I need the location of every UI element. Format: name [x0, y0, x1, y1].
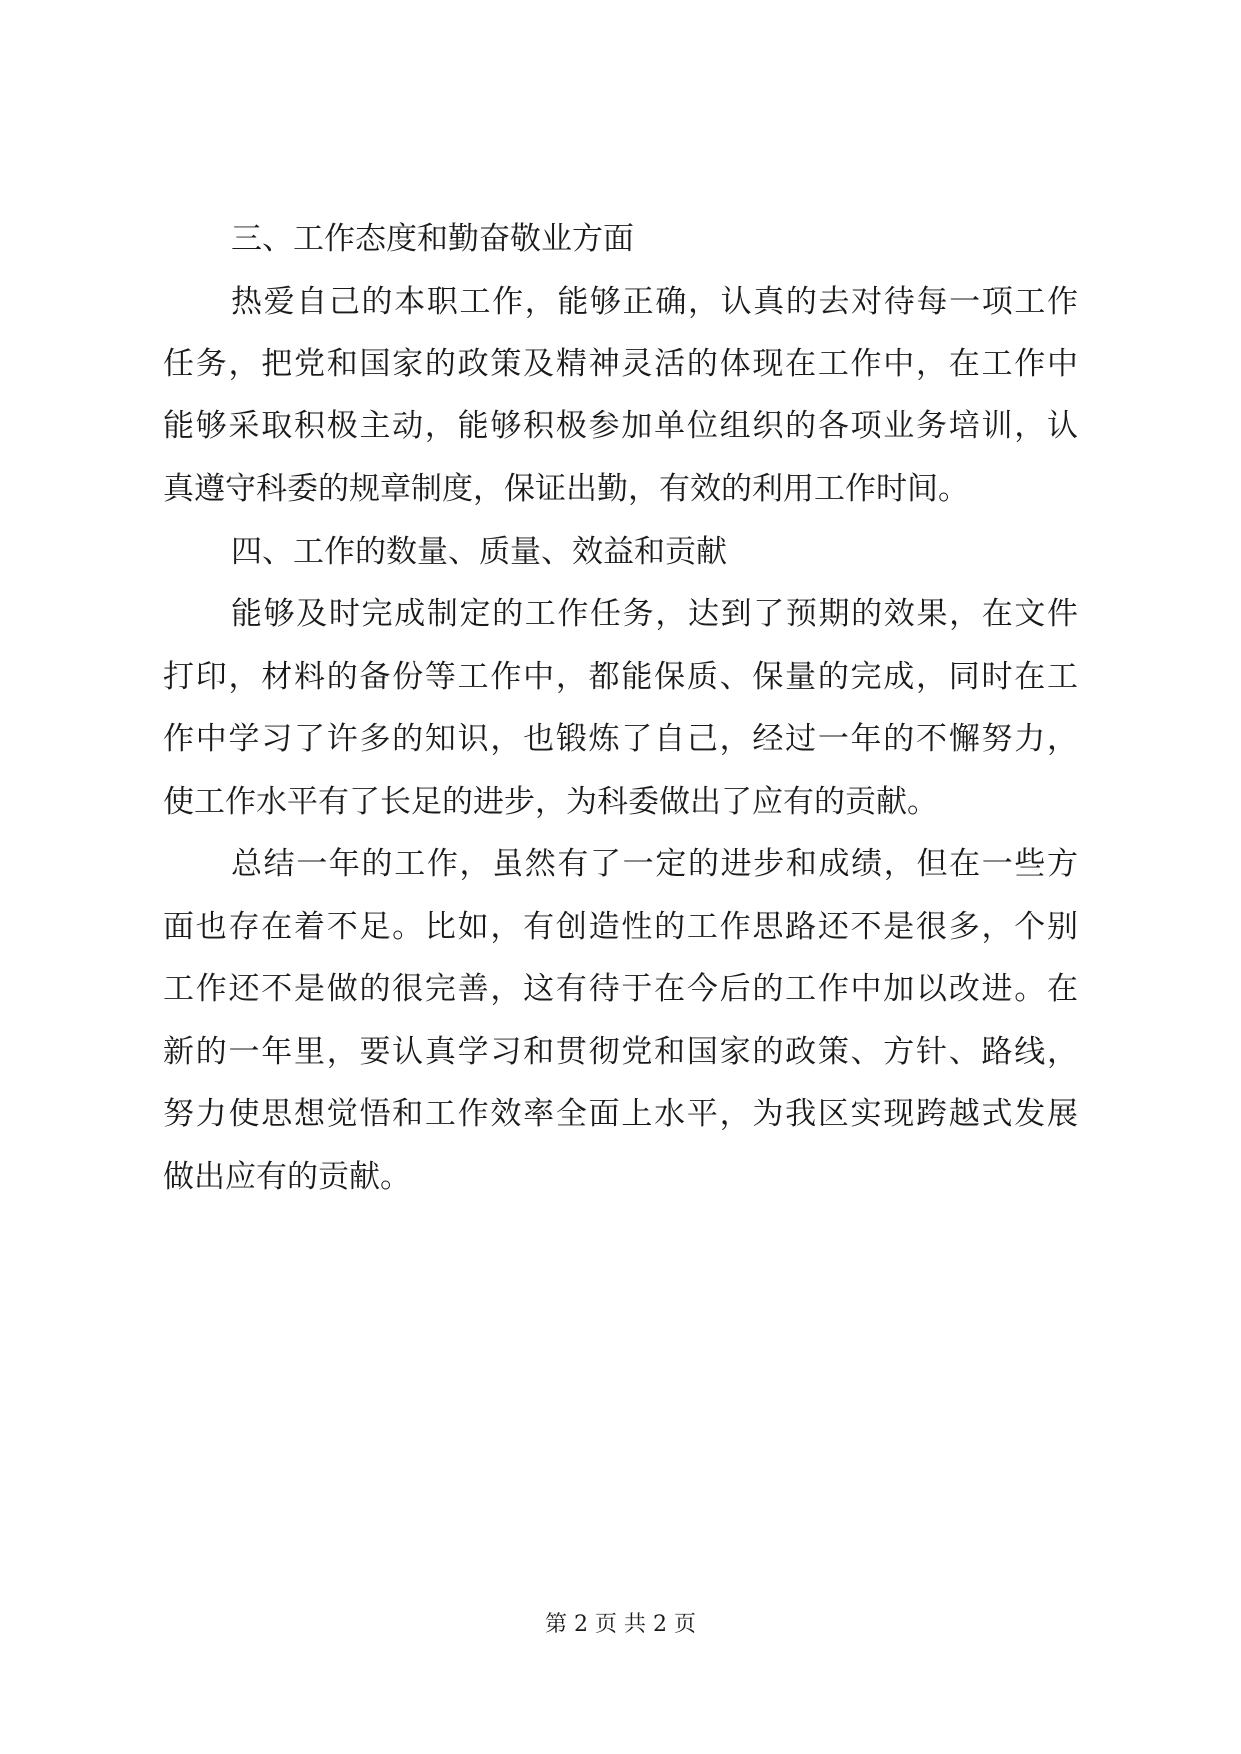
section-heading-4: 四、工作的数量、质量、效益和贡献 [231, 534, 727, 570]
paragraph-line: 能够采取积极主动，能够积极参加单位组织的各项业务培训，认 [163, 408, 1078, 444]
paragraph-line: 真遵守科委的规章制度，保证出勤，有效的利用工作时间。 [163, 471, 969, 507]
paragraph-line: 热爱自己的本职工作，能够正确，认真的去对待每一项工作 [231, 284, 1078, 320]
paragraph-line: 打印，材料的备份等工作中，都能保质、保量的完成，同时在工 [163, 659, 1078, 695]
paragraph-line: 能够及时完成制定的工作任务，达到了预期的效果，在文件 [231, 596, 1078, 632]
paragraph-line: 工作还不是做的很完善，这有待于在今后的工作中加以改进。在 [163, 971, 1078, 1007]
paragraph-line: 使工作水平有了长足的进步，为科委做出了应有的贡献。 [163, 784, 938, 820]
paragraph-line: 新的一年里，要认真学习和贯彻党和国家的政策、方针、路线， [163, 1034, 1078, 1070]
paragraph-line: 作中学习了许多的知识，也锻炼了自己，经过一年的不懈努力， [163, 721, 1078, 757]
section-heading-3: 三、工作态度和勤奋敬业方面 [231, 221, 634, 257]
paragraph-line: 面也存在着不足。比如，有创造性的工作思路还不是很多，个别 [163, 909, 1078, 945]
paragraph-line: 做出应有的贡献。 [163, 1159, 411, 1195]
paragraph-line: 任务，把党和国家的政策及精神灵活的体现在工作中，在工作中 [163, 346, 1078, 382]
page-number-footer: 第 2 页 共 2 页 [545, 1612, 696, 1637]
paragraph-line: 总结一年的工作，虽然有了一定的进步和成绩，但在一些方 [231, 846, 1078, 882]
paragraph-line: 努力使思想觉悟和工作效率全面上水平，为我区实现跨越式发展 [163, 1096, 1078, 1132]
